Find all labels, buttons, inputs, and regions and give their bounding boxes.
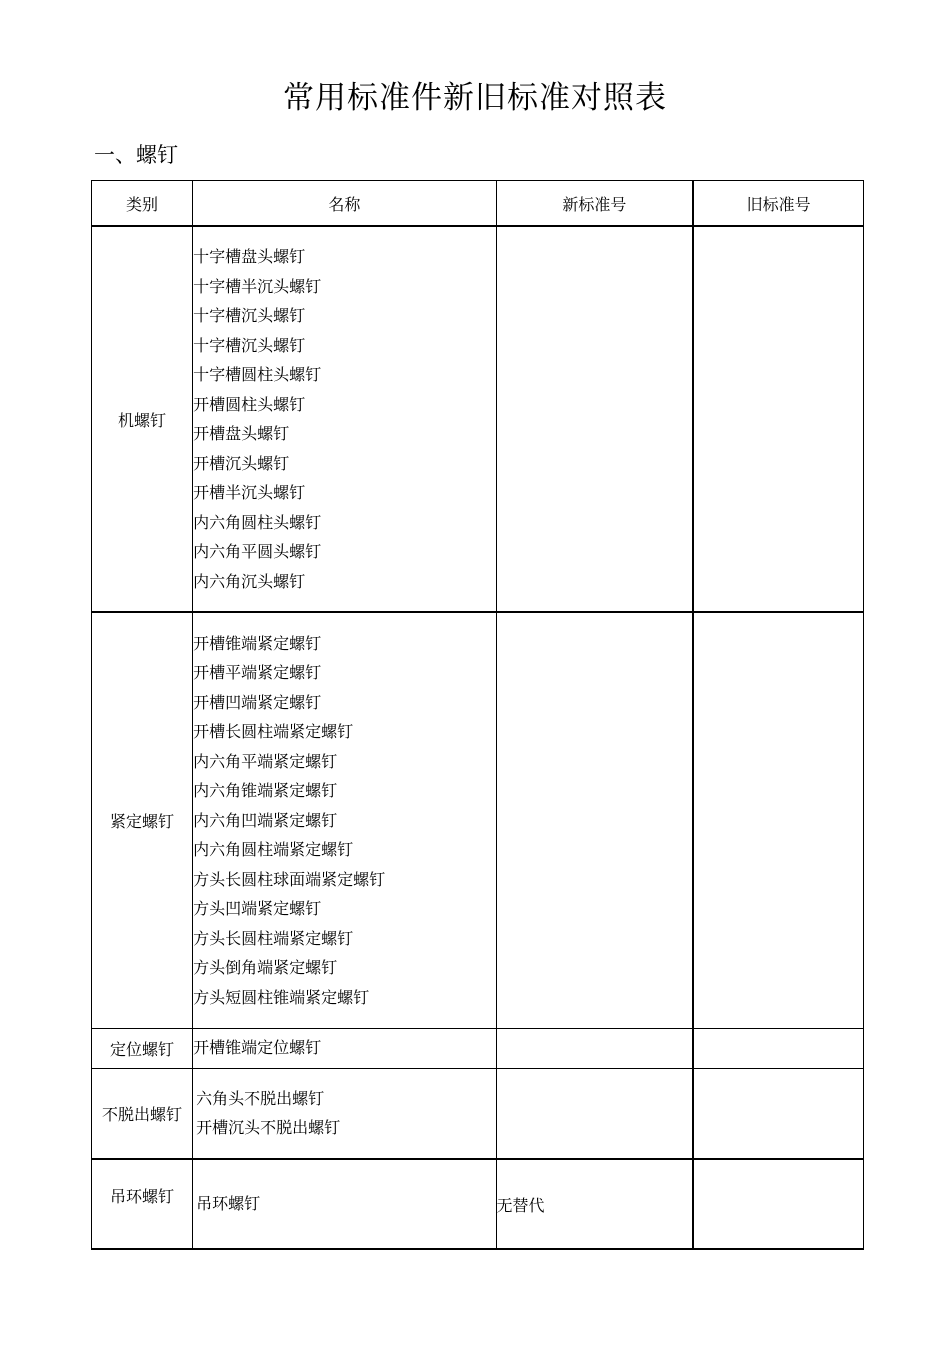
- list-item: 六角头不脱出螺钉: [196, 1088, 325, 1108]
- name-list: [193, 1033, 495, 1063]
- old-standard-cell: [693, 226, 863, 612]
- table-header-row: [92, 181, 864, 227]
- list-item: 内六角锥端紧定螺钉: [193, 781, 338, 800]
- new-standard-cell: [496, 226, 693, 612]
- table-row-captive-screws: [92, 1068, 864, 1159]
- list-item: 开槽圆柱头螺钉: [193, 394, 306, 414]
- standards-comparison-table: [91, 180, 864, 1250]
- list-item: 吊环螺钉: [196, 1194, 261, 1214]
- list-item: 开槽凹端紧定螺钉: [193, 692, 322, 712]
- section-heading: 一、螺钉: [94, 143, 178, 167]
- list-item: 开槽半沉头螺钉: [193, 483, 306, 502]
- header-name: 名称: [193, 181, 496, 227]
- list-item: 方头凹端紧定螺钉: [193, 899, 322, 918]
- list-item: 内六角平端紧定螺钉: [193, 751, 338, 771]
- list-item: 开槽沉头不脱出螺钉: [196, 1118, 341, 1138]
- old-standard-cell: [693, 612, 863, 1028]
- name-list: [193, 242, 495, 596]
- list-item: 方头倒角端紧定螺钉: [193, 958, 338, 977]
- old-standard-cell: [693, 1028, 863, 1068]
- new-standard-cell: [496, 612, 693, 1028]
- document-title: 常用标准件新旧标准对照表: [283, 80, 667, 116]
- new-standard-cell: 无替代: [496, 1159, 693, 1249]
- list-item: 方头长圆柱端紧定螺钉: [193, 928, 354, 948]
- list-item: 开槽盘头螺钉: [193, 424, 290, 443]
- header-new-standard: 新标准号: [496, 181, 693, 227]
- names-cell: [193, 1159, 496, 1249]
- category-cell: 机螺钉: [92, 226, 193, 612]
- name-list: [196, 1189, 495, 1219]
- names-cell: [193, 226, 496, 612]
- list-item: 开槽平端紧定螺钉: [193, 663, 322, 682]
- category-cell: 紧定螺钉: [92, 612, 193, 1028]
- names-cell: [193, 1028, 496, 1068]
- category-cell: 不脱出螺钉: [92, 1068, 193, 1159]
- list-item: 内六角圆柱端紧定螺钉: [193, 840, 354, 859]
- list-item: 方头长圆柱球面端紧定螺钉: [193, 869, 386, 889]
- new-standard-cell: [496, 1068, 693, 1159]
- header-old-standard: 旧标准号: [693, 181, 863, 227]
- list-item: 十字槽圆柱头螺钉: [193, 365, 322, 384]
- list-item: 开槽沉头螺钉: [193, 453, 290, 473]
- new-standard-cell: [496, 1028, 693, 1068]
- category-cell: 吊环螺钉: [92, 1159, 193, 1249]
- list-item: 十字槽沉头螺钉: [193, 335, 306, 355]
- names-cell: [193, 1068, 496, 1159]
- names-cell: [193, 612, 496, 1028]
- list-item: 开槽锥端定位螺钉: [193, 1038, 322, 1058]
- category-cell: 定位螺钉: [92, 1028, 193, 1068]
- table-row-eye-screws: [92, 1159, 864, 1249]
- list-item: 内六角凹端紧定螺钉: [193, 810, 338, 830]
- list-item: 内六角平圆头螺钉: [193, 542, 322, 561]
- list-item: 开槽锥端紧定螺钉: [193, 633, 322, 653]
- list-item: 内六角圆柱头螺钉: [193, 512, 322, 532]
- list-item: 十字槽盘头螺钉: [193, 247, 306, 266]
- name-list: [196, 1084, 495, 1143]
- list-item: 十字槽沉头螺钉: [193, 306, 306, 325]
- table-row-machine-screws: [92, 226, 864, 612]
- list-item: 开槽长圆柱端紧定螺钉: [193, 722, 354, 741]
- table-row-set-screws: [92, 612, 864, 1028]
- old-standard-cell: [693, 1068, 863, 1159]
- list-item: 十字槽半沉头螺钉: [193, 276, 322, 296]
- name-list: [193, 629, 495, 1013]
- table-row-positioning-screws: [92, 1028, 864, 1068]
- list-item: 方头短圆柱锥端紧定螺钉: [193, 987, 370, 1007]
- old-standard-cell: [693, 1159, 863, 1249]
- list-item: 内六角沉头螺钉: [193, 571, 306, 591]
- header-category: 类别: [92, 181, 193, 227]
